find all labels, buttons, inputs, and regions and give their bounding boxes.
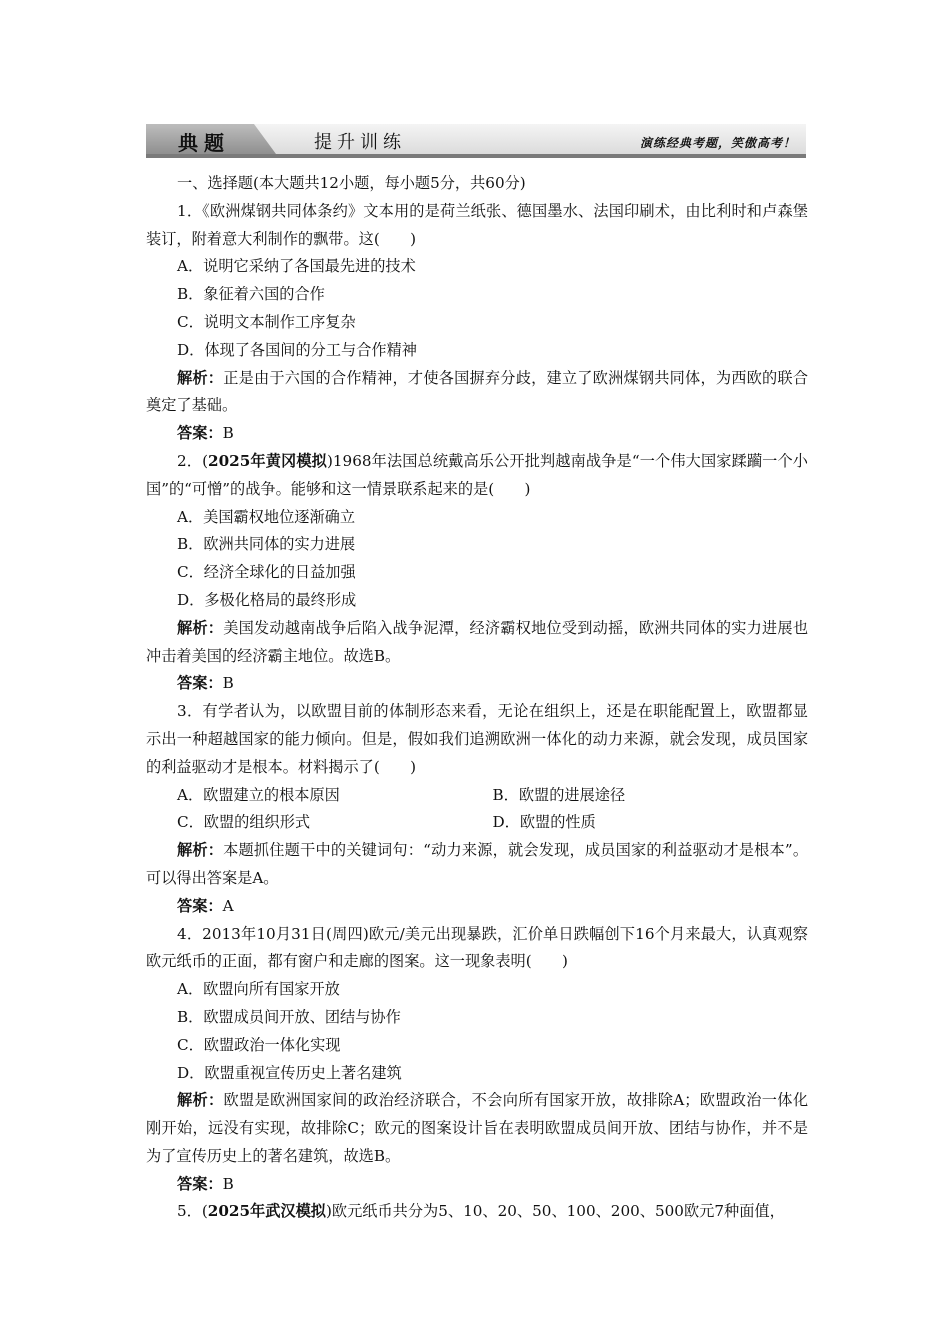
analysis-label: 解析： [177, 1091, 224, 1110]
question-1-analysis-text: 正是由于六国的合作精神，才使各国摒弃分歧，建立了欧洲煤钢共同体，为西欧的联合奠定了基础。 [146, 368, 809, 415]
header-left-title: 典题 [178, 131, 230, 155]
question-3-options-row-2 [146, 809, 808, 837]
question-3-stem: 3．有学者认为，以欧盟目前的体制形态来看，无论在组织上，还是在职能配置上，欧盟都显示出一种超越国家的能力倾向。但是，假如我们追溯欧洲一体化的动力来源，就会发现，成员国家的利益驱动才是根本。材料揭示了( ) [146, 702, 808, 776]
question-4-analysis-text: 欧盟是欧洲国家间的政治经济联合，不会向所有国家开放，故排除A；欧盟政治一体化刚开始，远没有实现，故排除C；欧元的图案设计旨在表明欧盟成员间开放、团结与协作，并不是为了宣传历史上的著名建筑，故选B。 [146, 1091, 809, 1165]
question-4-option-c: C．欧盟政治一体化实现 [177, 1035, 341, 1054]
question-2-stem-text: )1968年法国总统戴高乐公开批判越南战争是“一个伟大国家蹂躏一个小国”的“可憎”的战争。能够和这一情景联系起来的是( ) [146, 451, 808, 498]
question-5-stem [146, 1198, 808, 1226]
question-1-option-b: B．象征着六国的合作 [177, 285, 325, 304]
question-1-option-c: C．说明文本制作工序复杂 [177, 312, 356, 331]
header-right-title: 提升训练 [314, 132, 406, 153]
question-5-number: 5．( [177, 1202, 208, 1221]
header-banner [146, 124, 806, 160]
question-1-option-d: D．体现了各国间的分工与合作精神 [177, 340, 417, 359]
question-4-analysis [146, 1087, 808, 1170]
question-4-stem: 4．2013年10月31日(周四)欧元/美元出现暴跌，汇价单日跌幅创下16个月来最大，认真观察欧元纸币的正面，都有窗户和走廊的图案。这一现象表明( ) [146, 924, 808, 971]
question-3-answer [146, 893, 808, 921]
question-5-source-tag: 2025年武汉模拟 [207, 1202, 326, 1221]
answer-label: 答案： [177, 674, 223, 693]
question-2-option-c: C．经济全球化的日益加强 [177, 563, 356, 582]
document-body [146, 170, 808, 1226]
analysis-label: 解析： [177, 368, 224, 387]
question-2-option-d: D．多极化格局的最终形成 [177, 590, 357, 609]
header-slogan: 演练经典考题，笑傲高考！ [639, 136, 796, 150]
question-2-analysis-text: 美国发动越南战争后陷入战争泥潭，经济霸权地位受到动摇，欧洲共同体的实力进展也冲击着美国的经济霸主地位。故选B。 [146, 618, 809, 665]
answer-label: 答案： [177, 896, 223, 915]
question-5-stem-text: )欧元纸币共分为5、10、20、50、100、200、500欧元7种面值， [326, 1202, 785, 1221]
question-3-option-d: D．欧盟的性质 [492, 813, 596, 832]
question-1-answer [146, 420, 808, 448]
question-3-option-c: C．欧盟的组织形式 [177, 813, 311, 832]
answer-label: 答案： [177, 424, 223, 443]
section-title: 一、选择题(本大题共12小题，每小题5分，共60分) [177, 174, 526, 192]
question-1-analysis [146, 365, 808, 421]
question-2-number: 2．( [177, 451, 209, 470]
question-3-option-b: B．欧盟的进展途径 [492, 785, 626, 804]
question-1-option-a: A．说明它采纳了各国最先进的技术 [177, 257, 416, 276]
question-3-options-row-1 [146, 782, 808, 810]
question-4-answer-value: B [222, 1174, 234, 1193]
analysis-label: 解析： [177, 618, 224, 637]
question-3-analysis-text: 本题抓住题干中的关键词句：“动力来源，就会发现，成员国家的利益驱动才是根本”。可以得出答案是A。 [146, 841, 809, 887]
question-2-analysis [146, 615, 808, 671]
question-2-answer-value: B [222, 674, 234, 693]
answer-label: 答案： [177, 1174, 223, 1193]
question-3-analysis [146, 837, 808, 893]
question-2-option-a: A．美国霸权地位逐渐确立 [177, 507, 356, 526]
question-2-option-b: B．欧洲共同体的实力进展 [177, 535, 356, 554]
question-1-answer-value: B [222, 424, 234, 443]
header-underline [146, 154, 806, 158]
question-2-stem [146, 448, 808, 504]
question-2-answer [146, 670, 808, 698]
analysis-label: 解析： [177, 841, 224, 860]
question-4-answer [146, 1171, 808, 1199]
question-4-option-a: A．欧盟向所有国家开放 [177, 980, 340, 999]
question-2-source-tag: 2025年黄冈模拟 [208, 451, 327, 470]
question-3-option-a: A．欧盟建立的根本原因 [177, 785, 340, 804]
question-4-option-d: D．欧盟重视宣传历史上著名建筑 [177, 1063, 402, 1082]
question-1-stem: 1．《欧洲煤钢共同体条约》文本用的是荷兰纸张、德国墨水、法国印刷术，由比利时和卢森堡装订，附着意大利制作的飘带。这( ) [146, 201, 808, 248]
question-4-option-b: B．欧盟成员间开放、团结与协作 [177, 1007, 401, 1026]
question-3-answer-value: A [222, 896, 234, 915]
